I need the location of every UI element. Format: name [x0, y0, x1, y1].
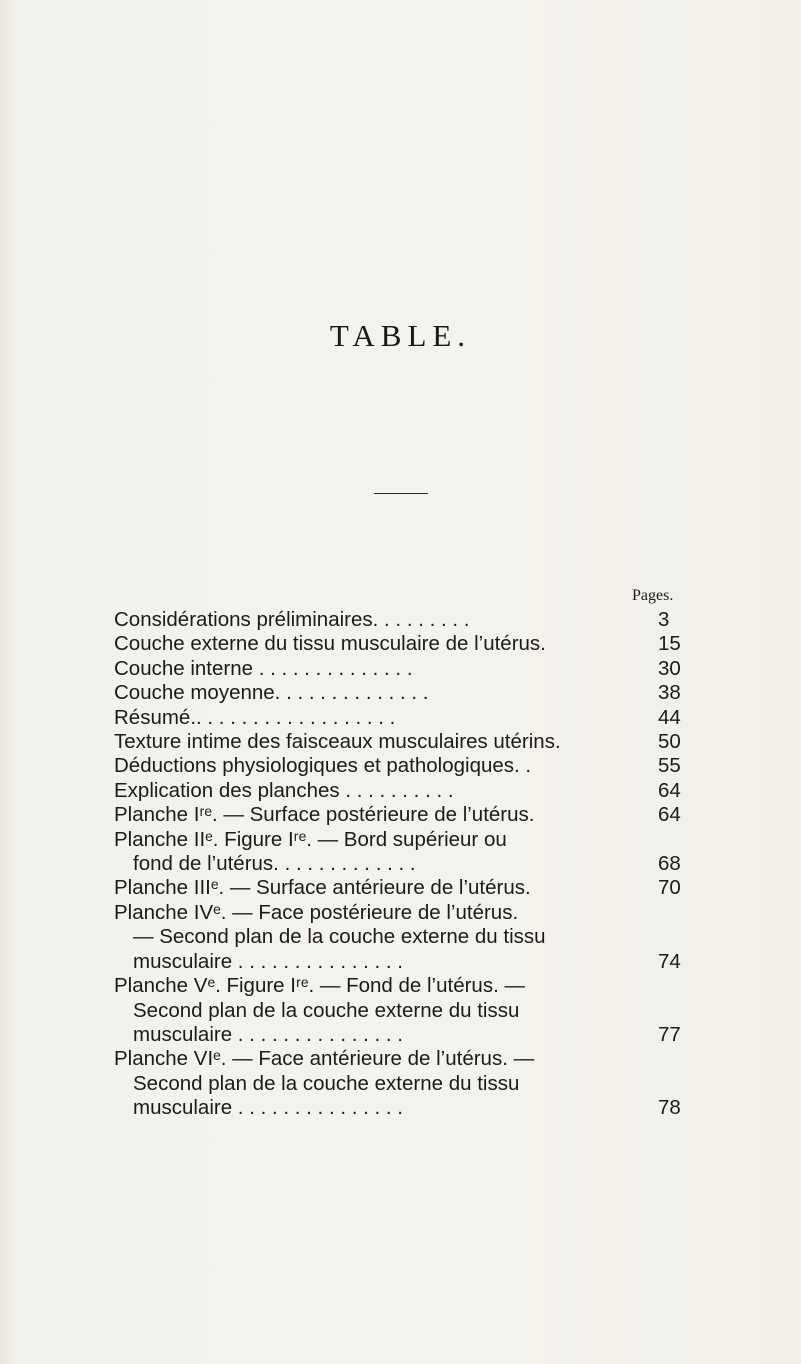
page-title: TABLE. — [329, 318, 472, 353]
toc-entry-title: Texture intime des faisceaux musculaires utérins. — [114, 730, 561, 754]
toc-entry-title: Couche moyenne. . . . . . . . . . . . . . — [114, 681, 429, 705]
toc-entry-line — [114, 1096, 692, 1120]
toc-entry-line — [114, 632, 692, 656]
toc-entry-line — [114, 681, 692, 705]
toc-entry-line — [114, 1047, 692, 1071]
toc-entry-title: fond de l’utérus. . . . . . . . . . . . . — [133, 852, 416, 876]
toc-page-number: 64 — [658, 803, 681, 827]
toc-entry-title: Explication des planches . . . . . . . . . . — [114, 778, 454, 802]
toc-entry — [114, 828, 692, 877]
toc-entry — [114, 901, 692, 974]
toc-page-number: 55 — [658, 754, 681, 778]
toc-entry-title: Planche IVᵉ. — Face postérieure de l’utérus. — [114, 900, 519, 924]
toc-entry-line — [114, 828, 692, 852]
toc-entry-title: Résumé.. . . . . . . . . . . . . . . . . . — [114, 705, 396, 729]
toc-page-number: 68 — [658, 852, 681, 876]
toc-page-number: 30 — [658, 656, 681, 680]
toc-entry-line — [114, 754, 692, 778]
toc-page-number: 3 — [658, 608, 670, 631]
toc-entry-title: Planche Iʳᵉ. — Surface postérieure de l’utérus. — [114, 803, 535, 827]
toc-entry-title: Couche interne . . . . . . . . . . . . . . — [114, 656, 413, 680]
toc-entry-title: Second plan de la couche externe du tissu — [133, 1071, 520, 1095]
toc-entry-line — [114, 901, 692, 925]
toc-entry-title: Planche VIᵉ. — Face antérieure de l’utérus. — — [114, 1047, 535, 1071]
toc-entry-line — [114, 876, 692, 900]
toc-entry-line — [114, 950, 692, 974]
toc-entry — [114, 974, 692, 1047]
title-rule — [374, 493, 428, 494]
toc-entry — [114, 608, 692, 632]
toc-entry — [114, 681, 692, 705]
toc-entry-line — [114, 803, 692, 827]
toc-entry-title: Planche IIIᵉ. — Surface antérieure de l’utérus. — [114, 876, 531, 900]
toc-entry-line — [114, 1023, 692, 1047]
toc-entry-line — [114, 852, 692, 876]
toc-entry-line — [114, 974, 692, 998]
toc-entry-line — [114, 657, 692, 681]
toc-page-number: 70 — [658, 876, 681, 900]
toc-entry-title: musculaire . . . . . . . . . . . . . . . — [133, 949, 403, 973]
toc-entry-title: musculaire . . . . . . . . . . . . . . . — [133, 1022, 403, 1046]
toc-page-number: 50 — [658, 730, 681, 754]
toc-page-number: 15 — [658, 632, 681, 656]
toc-entry-title: Planche Vᵉ. Figure Iʳᵉ. — Fond de l’utérus. — — [114, 974, 525, 998]
toc-entry-title: Planche IIᵉ. Figure Iʳᵉ. — Bord supérieur ou — [114, 827, 507, 851]
toc-entry-line — [114, 608, 692, 632]
toc-entry-line — [114, 925, 692, 949]
toc-entry — [114, 730, 692, 754]
toc-entry-title: musculaire . . . . . . . . . . . . . . . — [133, 1096, 403, 1120]
toc-page-number: 38 — [658, 681, 681, 705]
toc-entry — [114, 876, 692, 900]
toc-entry-title: Couche externe du tissu musculaire de l’utérus. — [114, 632, 546, 656]
toc-entry-title: Déductions physiologiques et pathologiques. . — [114, 754, 532, 778]
toc-page-number: 74 — [658, 949, 681, 973]
toc-entry-line — [114, 999, 692, 1023]
toc-entry-title: Considérations préliminaires. . . . . . . . . — [114, 608, 470, 631]
table-of-contents — [114, 608, 692, 1121]
toc-entry — [114, 632, 692, 656]
toc-entry-line — [114, 706, 692, 730]
toc-entry-title: Second plan de la couche externe du tissu — [133, 998, 520, 1022]
toc-page-number: 77 — [658, 1022, 681, 1046]
toc-entry — [114, 754, 692, 778]
toc-page-number: 64 — [658, 778, 681, 802]
toc-entry-title: — Second plan de la couche externe du tissu — [133, 925, 546, 949]
pages-column-heading: Pages. — [632, 587, 674, 604]
toc-entry-line — [114, 1072, 692, 1096]
toc-entry — [114, 657, 692, 681]
toc-page-number: 78 — [658, 1096, 681, 1120]
toc-entry — [114, 803, 692, 827]
toc-entry — [114, 706, 692, 730]
toc-entry — [114, 1047, 692, 1120]
toc-entry — [114, 779, 692, 803]
toc-entry-line — [114, 730, 692, 754]
toc-entry-line — [114, 779, 692, 803]
toc-page-number: 44 — [658, 705, 681, 729]
